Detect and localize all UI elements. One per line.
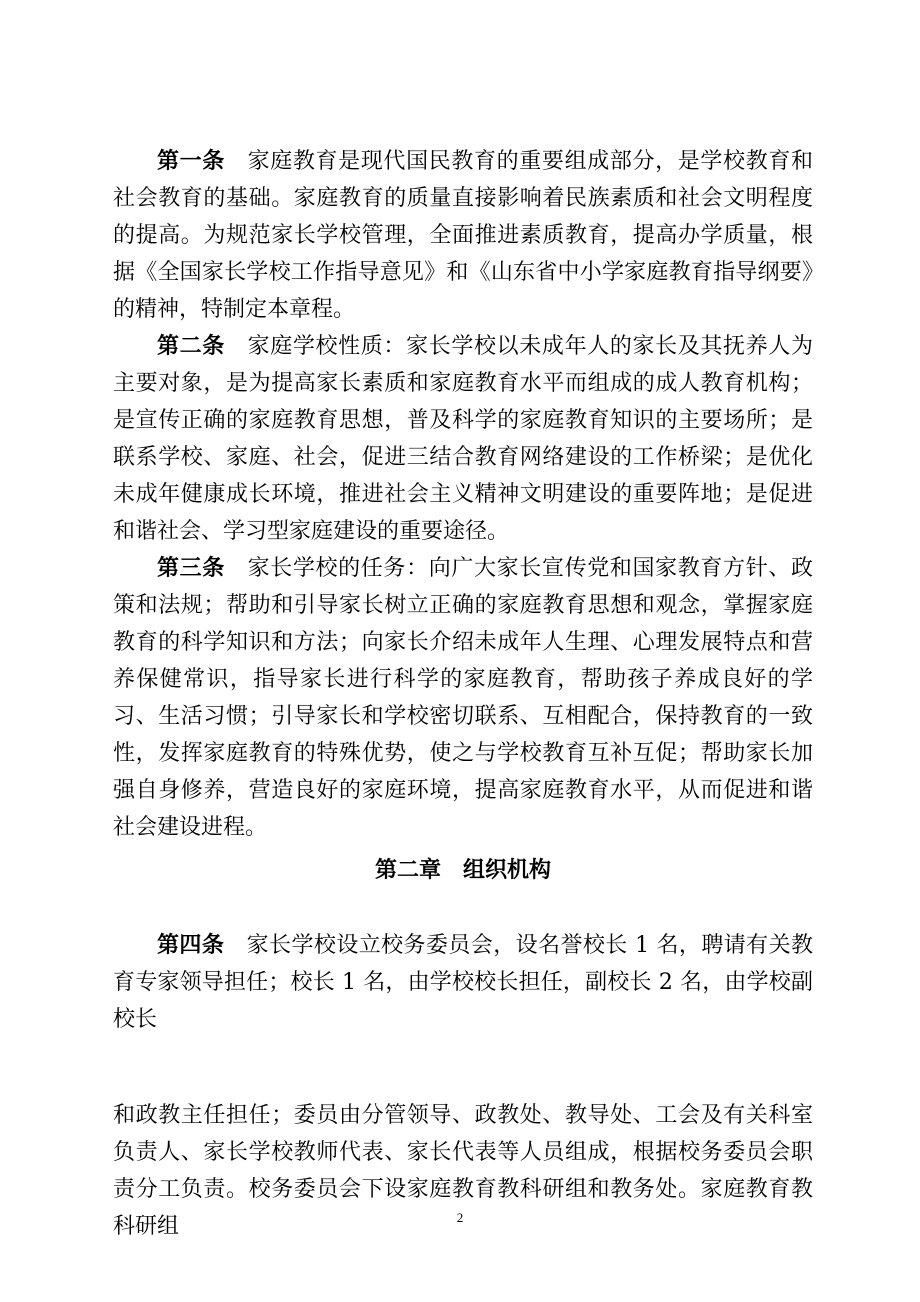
- article-4: [113, 927, 813, 1038]
- continuation-text: 和政教主任担任；委员由分管领导、政教处、教导处、工会及有关科室负责人、家长学校教师代表、家长代表等人员组成，根据校务委员会职责分工负责。校务委员会下设家庭教育教科研组和教务处。家庭教育教科研组: [113, 1103, 813, 1239]
- page-number: 2: [456, 1210, 464, 1225]
- article-1-text: 家庭教育是现代国民教育的重要组成部分，是学校教育和社会教育的基础。家庭教育的质量直接影响着民族素质和社会文明程度的提高。为规范家长学校管理，全面推进素质教育，提高办学质量，根据《全国家长学校工作指导意见》和《山东省中小学家庭教育指导纲要》的精神，特制定本章程。: [113, 149, 813, 322]
- article-2: [113, 328, 813, 550]
- article-3-text: 家长学校的任务：向广大家长宣传党和国家教育方针、政策和法规；帮助和引导家长树立正确的家庭教育思想和观念，掌握家庭教育的科学知识和方法；向家长介绍未成年人生理、心理发展特点和营养保健常识，指导家长进行科学的家庭教育，帮助孩子养成良好的学习、生活习惯；引导家长和学校密切联系、互相配合，保持教育的一致性，发挥家庭教育的特殊优势，使之与学校教育互补互促；帮助家长加强自身修养，营造良好的家庭环境，提高家庭教育水平，从而促进和谐社会建设进程。: [113, 556, 813, 840]
- article-3: [113, 550, 813, 846]
- chapter-title: 组织机构: [463, 858, 552, 883]
- article-1: [113, 143, 813, 328]
- article-4-section: [113, 927, 813, 1038]
- chapter-heading: [113, 852, 813, 889]
- chapter-number: 第二章: [374, 858, 441, 883]
- article-4-text: 家长学校设立校务委员会，设名誉校长 1 名，聘请有关教育专家领导担任；校长 1 名，由学校校长担任，副校长 2 名，由学校副校长: [113, 933, 813, 1032]
- article-2-label: 第二条: [157, 334, 225, 359]
- article-1-label: 第一条: [157, 149, 225, 174]
- article-2-text: 家庭学校性质：家长学校以未成年人的家长及其抚养人为主要对象，是为提高家长素质和家庭教育水平而组成的成人教育机构；是宣传正确的家庭教育思想，普及科学的家庭教育知识的主要场所；是联系学校、家庭、社会，促进三结合教育网络建设的工作桥梁；是优化未成年健康成长环境，推进社会主义精神文明建设的重要阵地；是促进和谐社会、学习型家庭建设的重要途径。: [113, 334, 813, 544]
- articles-section-top: [113, 143, 813, 846]
- article-3-label: 第三条: [157, 556, 225, 581]
- article-4-label: 第四条: [157, 933, 225, 958]
